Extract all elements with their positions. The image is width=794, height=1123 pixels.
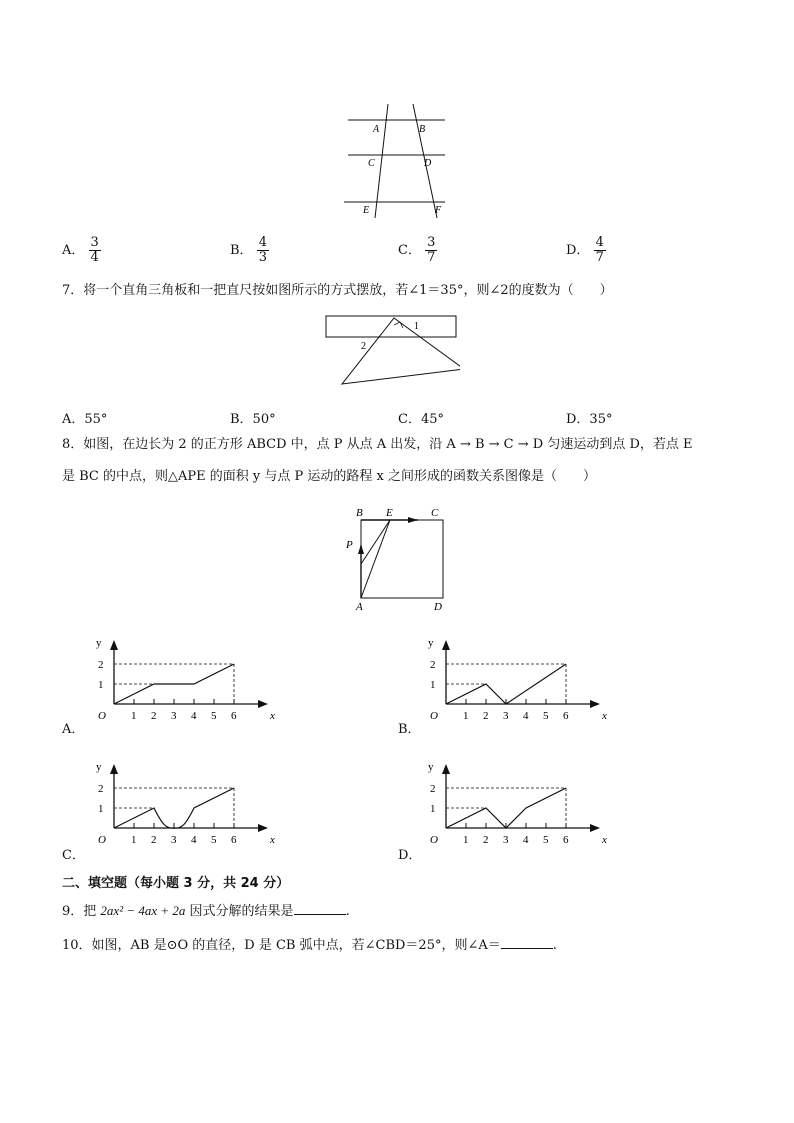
y-tick-label: 2 bbox=[430, 659, 436, 671]
q8-graph-a bbox=[88, 634, 278, 724]
q8-figure-label-c: C bbox=[431, 507, 439, 519]
q6-figure-label-b: B bbox=[419, 124, 426, 135]
x-tick-label: 6 bbox=[563, 710, 569, 722]
y-tick-label: 2 bbox=[98, 783, 104, 795]
q7-option-c: C．45° bbox=[398, 412, 444, 427]
x-tick-label: 1 bbox=[463, 710, 469, 722]
x-tick-label: 1 bbox=[463, 834, 469, 846]
q7-angle-label-1: 1 bbox=[414, 321, 419, 332]
q9-question: 9．把 2ax² − 4ax + 2a 因式分解的结果是 . bbox=[62, 903, 350, 919]
q8-graph-d bbox=[420, 758, 610, 848]
x-tick-label: 4 bbox=[191, 834, 197, 846]
q7-option-b: B．50° bbox=[230, 412, 276, 427]
y-axis-label: y bbox=[428, 637, 434, 649]
q6-option-d: D． $\frac{4}{7}$ bbox=[566, 235, 604, 265]
q6-option-a: A． $\frac{3}{4}$ bbox=[62, 235, 99, 265]
q8-graph-c bbox=[88, 758, 278, 848]
q8-graph-b bbox=[420, 634, 610, 724]
q8-figure-label-e: E bbox=[386, 507, 393, 519]
q7-figure bbox=[324, 313, 460, 389]
x-tick-label: 1 bbox=[131, 710, 137, 722]
x-tick-label: 6 bbox=[231, 710, 237, 722]
q6-option-b: B． $\frac{4}{3}$ bbox=[230, 235, 267, 265]
y-tick-label: 2 bbox=[98, 659, 104, 671]
q7-question: 7．将一个直角三角板和一把直尺按如图所示的方式摆放，若∠1＝35°，则∠2的度数为（ ） bbox=[62, 283, 613, 298]
x-tick-label: 4 bbox=[191, 710, 197, 722]
x-axis-label: x bbox=[602, 710, 607, 722]
x-axis-label: x bbox=[602, 834, 607, 846]
y-tick-label: 1 bbox=[430, 803, 436, 815]
x-tick-label: 2 bbox=[151, 710, 157, 722]
y-axis-label: y bbox=[428, 761, 434, 773]
q8-question-line2: 是 BC 的中点，则△APE 的面积 y 与点 P 运动的路程 x 之间形成的函数关系图像是（ ） bbox=[62, 469, 596, 484]
origin-label: O bbox=[430, 834, 438, 846]
origin-label: O bbox=[98, 834, 106, 846]
q6-figure-label-f: F bbox=[435, 205, 442, 216]
q7-option-a: A．55° bbox=[62, 412, 108, 427]
x-tick-label: 5 bbox=[543, 710, 549, 722]
x-tick-label: 4 bbox=[523, 834, 529, 846]
x-tick-label: 3 bbox=[171, 710, 177, 722]
q8-graph-b-label: B． bbox=[398, 722, 421, 737]
q6-option-c: C． $\frac{3}{7}$ bbox=[398, 235, 436, 265]
q6-figure bbox=[340, 102, 450, 220]
q9-answer-blank[interactable] bbox=[294, 902, 346, 915]
x-tick-label: 6 bbox=[563, 834, 569, 846]
q8-graph-d-label: D． bbox=[398, 848, 422, 863]
x-tick-label: 5 bbox=[211, 710, 217, 722]
x-tick-label: 3 bbox=[503, 710, 509, 722]
y-tick-label: 1 bbox=[430, 679, 436, 691]
q6-figure-label-c: C bbox=[368, 158, 375, 169]
x-tick-label: 1 bbox=[131, 834, 137, 846]
q6-figure-label-a: A bbox=[373, 124, 380, 135]
q10-question: 10．如图，AB 是⊙O 的直径，D 是 CB 弧中点，若∠CBD＝25°，则∠A＝ . bbox=[62, 938, 557, 953]
x-tick-label: 4 bbox=[523, 710, 529, 722]
x-tick-label: 6 bbox=[231, 834, 237, 846]
q8-figure-label-p: P bbox=[346, 539, 353, 551]
origin-label: O bbox=[430, 710, 438, 722]
q8-graph-c-label: C． bbox=[62, 848, 85, 863]
q7-angle-label-2: 2 bbox=[361, 341, 366, 352]
y-tick-label: 2 bbox=[430, 783, 436, 795]
x-tick-label: 3 bbox=[503, 834, 509, 846]
q8-figure-label-d: D bbox=[434, 601, 442, 613]
y-tick-label: 1 bbox=[98, 803, 104, 815]
q7-option-d: D．35° bbox=[566, 412, 613, 427]
section-title: 二、填空题（每小题 3 分，共 24 分） bbox=[62, 876, 290, 891]
q10-answer-blank[interactable] bbox=[501, 936, 553, 949]
q6-figure-label-e: E bbox=[363, 205, 370, 216]
x-tick-label: 5 bbox=[211, 834, 217, 846]
q8-figure-label-a: A bbox=[356, 601, 363, 613]
x-axis-label: x bbox=[270, 834, 275, 846]
y-axis-label: y bbox=[96, 761, 102, 773]
y-axis-label: y bbox=[96, 637, 102, 649]
q8-square-figure bbox=[338, 500, 448, 616]
q8-graph-a-label: A． bbox=[62, 722, 85, 737]
y-tick-label: 1 bbox=[98, 679, 104, 691]
q8-figure-label-b: B bbox=[356, 507, 363, 519]
q8-question-line1: 8．如图，在边长为 2 的正方形 ABCD 中，点 P 从点 A 出发，沿 A → B → C → D 匀速运动到点 D，若点 E bbox=[62, 437, 693, 452]
q6-figure-label-d: D bbox=[424, 158, 432, 169]
x-tick-label: 2 bbox=[151, 834, 157, 846]
x-tick-label: 2 bbox=[483, 710, 489, 722]
origin-label: O bbox=[98, 710, 106, 722]
x-tick-label: 3 bbox=[171, 834, 177, 846]
x-tick-label: 5 bbox=[543, 834, 549, 846]
x-tick-label: 2 bbox=[483, 834, 489, 846]
x-axis-label: x bbox=[270, 710, 275, 722]
